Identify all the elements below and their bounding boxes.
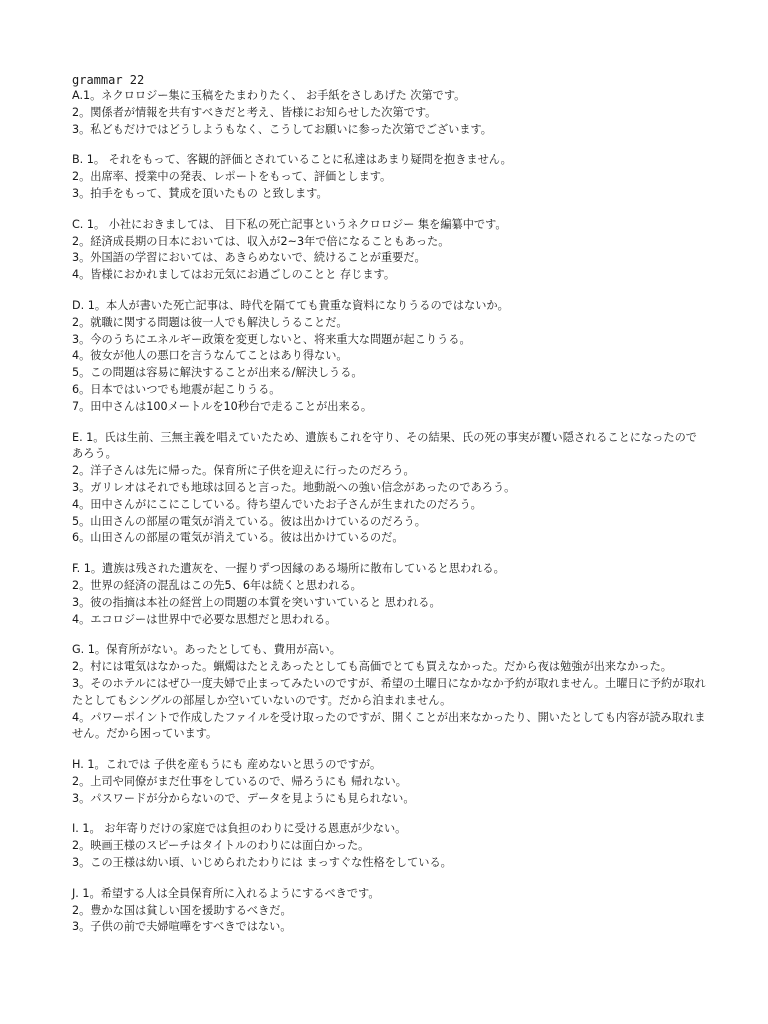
example-sentence: 3。ガリレオはそれでも地球は回ると言った。地動説への強い信念があったのであろう。 [72, 480, 516, 494]
example-sentence: 3。彼の指摘は本社の経営上の問題の本質を突いすいていると 思われる。 [72, 595, 441, 609]
example-sentence: D. 1。本人が書いた死亡記事は、時代を隔てても貴重な資料になりうるのではないか。 [72, 298, 509, 312]
example-sentence: 3。私どもだけではどうしようもなく、こうしてお願いに参った次第でございます。 [72, 122, 492, 136]
example-sentence: 2。経済成長期の日本においては、収入が2~3年で倍になることもあった。 [72, 234, 450, 248]
example-sentence: 2。出席率、授業中の発表、レポートをもって、評価とします。 [72, 170, 392, 184]
example-sentence: 3。そのホテルにはぜひ一度夫婦で止まってみたいのですが、希望の土曜日になかなか予約が取れません。土曜日に予約が取れたとしてもシングルの部屋しか空いていないのです。だから泊まれません。 [72, 676, 706, 707]
grammar-section [72, 757, 706, 807]
example-sentence: 3。今のうちにエネルギー政策を変更しないと、将来重大な問題が起こりうる。 [72, 332, 471, 346]
grammar-section [72, 298, 706, 416]
example-sentence: 3。子供の前で夫婦喧嘩をすべきではない。 [72, 920, 292, 934]
example-sentence: J. 1。希望する人は全員保育所に入れるようにするべきです。 [72, 886, 380, 900]
example-sentence: 6。山田さんの部屋の電気が消えている。彼は出かけているのだ。 [72, 531, 404, 545]
example-sentence: 4。田中さんがにこにこしている。待ち望んでいたお子さんが生まれたのだろう。 [72, 497, 482, 511]
sections-container [72, 88, 706, 936]
example-sentence: 2。豊かな国は貧しい国を援助するべきだ。 [72, 903, 292, 917]
example-sentence: 3。拍手をもって、賛成を頂いたもの と致します。 [72, 186, 328, 200]
example-sentence: 2。就職に関する問題は彼一人でも解決しうることだ。 [72, 315, 348, 329]
example-sentence: 6。日本ではいつでも地震が起こりうる。 [72, 382, 281, 396]
example-sentence: 2。洋子さんは先に帰った。保育所に子供を迎えに行ったのだろう。 [72, 464, 415, 478]
example-sentence: A.1。ネクロロジー集に玉稿をたまわりたく、 お手紙をさしあげた 次第です。 [72, 89, 466, 102]
example-sentence: 4。彼女が他人の悪口を言うなんてことはあり得ない。 [72, 349, 348, 363]
example-sentence: 2。村には電気はなかった。蝋燭はたとえあったとしても高価でとても買えなかった。だから夜は勉強が出来なかった。 [72, 660, 672, 674]
example-sentence: 4。パワーポイントで作成したファイルを受け取ったのですが、開くことが出来なかったり、開いたとしても内容が読み取れません。だから困っています。 [72, 710, 706, 741]
grammar-section [72, 152, 706, 202]
example-sentence: 4。皆様におかれましてはお元気にお過ごしのことと 存じます。 [72, 268, 396, 282]
example-sentence: 2。世界の経済の混乱はこの先5、6年は続くと思われる。 [72, 578, 362, 592]
example-sentence: H. 1。これでは 子供を産もうにも 産めないと思うのですが。 [72, 758, 382, 772]
example-sentence: B. 1。 それをもって、客観的評価とされていることに私達はあまり疑問を抱きません。 [72, 153, 512, 167]
grammar-section [72, 88, 706, 138]
example-sentence: 3。パスワードが分からないので、データを見ようにも見られない。 [72, 791, 415, 805]
grammar-section [72, 821, 706, 871]
grammar-section [72, 886, 706, 936]
document-title: grammar 22 [72, 73, 145, 87]
example-sentence: G. 1。保育所がない。あったとしても、費用が高い。 [72, 643, 341, 657]
example-sentence: 5。山田さんの部屋の電気が消えている。彼は出かけているのだろう。 [72, 514, 426, 528]
grammar-section [72, 430, 706, 548]
example-sentence: C. 1。 小社におきましては、 目下私の死亡記事というネクロロジー 集を編纂中です。 [72, 217, 507, 231]
example-sentence: 2。上司や同僚がまだ仕事をしているので、帰ろうにも 帰れない。 [72, 774, 407, 788]
example-sentence: 2。映画王様のスピーチはタイトルのわりには面白かった。 [72, 839, 370, 853]
grammar-section [72, 642, 706, 743]
example-sentence: 3。この王様は幼い頃、いじめられたわりには まっすぐな性格をしている。 [72, 856, 452, 870]
grammar-section [72, 217, 706, 284]
example-sentence: 2。関係者が情報を共有すべきだと考え、皆様にお知らせした次第です。 [72, 105, 437, 119]
example-sentence: 4。エコロジーは世界中で必要な思想だと思われる。 [72, 612, 337, 626]
example-sentence: 3。外国語の学習においては、あきらめないで、続けることが重要だ。 [72, 251, 426, 265]
example-sentence: 7。田中さんは100メートルを10秒台で走ることが出来る。 [72, 399, 373, 413]
example-sentence: E. 1。氏は生前、三無主義を唱えていたため、遺族もこれを守り、その結果、氏の死の事実が覆い隠されることになったのであろう。 [72, 430, 697, 461]
example-sentence: F. 1。遺族は残された遺灰を、一握りずつ因縁のある場所に散布していると思われる。 [72, 562, 505, 576]
example-sentence: 5。この問題は容易に解決することが出来る/解決しうる。 [72, 366, 363, 380]
grammar-section [72, 561, 706, 628]
example-sentence: I. 1。 お年寄りだけの家庭では負担のわりに受ける恩恵が少ない。 [72, 822, 407, 836]
